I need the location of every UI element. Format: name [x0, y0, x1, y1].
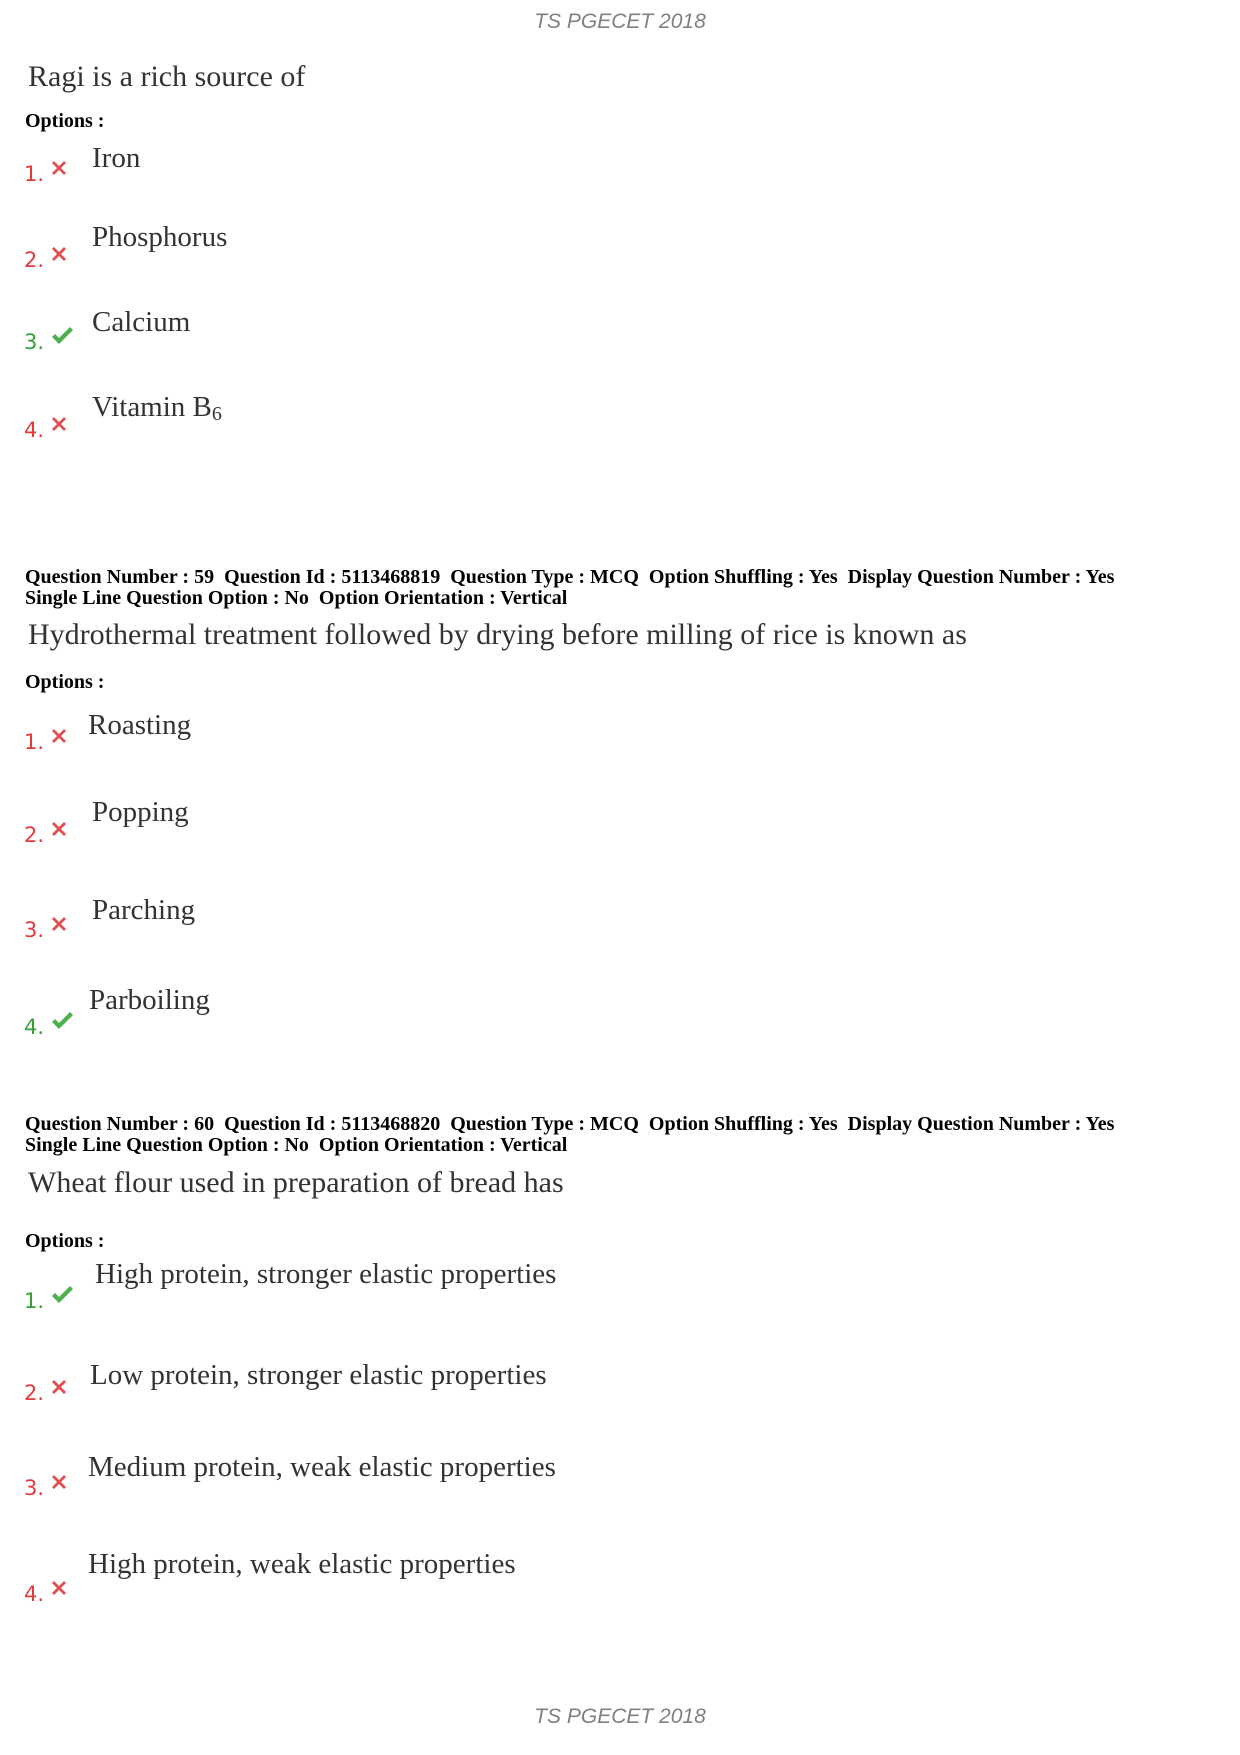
q58-option-2-text: Phosphorus — [92, 221, 228, 253]
q59-meta-line-1: Question Number : 59 Question Id : 5113468819 Question Type : MCQ Option Shuffling : Yes Display Question Number : Yes — [25, 566, 1115, 588]
q60-option-2-text: Low protein, stronger elastic properties — [90, 1359, 547, 1391]
cross-icon — [47, 412, 71, 436]
q59-option-3-text: Parching — [92, 894, 196, 926]
q58-option-2-number: 2. — [24, 248, 45, 272]
check-icon — [50, 1283, 74, 1307]
cross-icon — [47, 242, 71, 266]
q59-option-4-text: Parboiling — [89, 984, 210, 1016]
q60-option-2-number: 2. — [24, 1381, 45, 1405]
subscript-6: 6 — [211, 403, 222, 425]
q58-option-1-text: Iron — [92, 142, 141, 174]
check-icon — [50, 1009, 74, 1033]
check-icon — [50, 324, 74, 348]
q60-meta-line-1: Question Number : 60 Question Id : 5113468820 Question Type : MCQ Option Shuffling : Yes Display Question Number : Yes — [25, 1113, 1115, 1135]
question-58-text: Ragi is a rich source of — [28, 60, 306, 93]
question-60-text: Wheat flour used in preparation of bread has — [28, 1166, 564, 1199]
cross-icon — [47, 156, 71, 180]
q59-meta-line-2: Single Line Question Option : No Option Orientation : Vertical — [25, 587, 568, 609]
q60-option-4-number: 4. — [24, 1582, 45, 1606]
page-footer: TS PGECET 2018 — [534, 1705, 706, 1728]
q60-option-1-text: High protein, stronger elastic properties — [95, 1258, 557, 1290]
cross-icon — [47, 724, 71, 748]
q58-option-3-number: 3. — [24, 330, 45, 354]
q60-option-1-number: 1. — [24, 1289, 45, 1313]
q59-option-1-text: Roasting — [88, 709, 192, 741]
q60-options-label: Options : — [25, 1230, 105, 1252]
q58-options-label: Options : — [25, 110, 105, 132]
q60-meta-line-2: Single Line Question Option : No Option Orientation : Vertical — [25, 1134, 568, 1156]
q59-option-2-text: Popping — [92, 796, 189, 828]
cross-icon — [47, 1576, 71, 1600]
q58-option-1-number: 1. — [24, 162, 45, 186]
q60-option-3-text: Medium protein, weak elastic properties — [88, 1451, 556, 1483]
q60-option-4-text: High protein, weak elastic properties — [88, 1548, 516, 1580]
q58-option-4-text: Vitamin $B_6$ — [92, 391, 222, 425]
q59-option-1-number: 1. — [24, 730, 45, 754]
page-header: TS PGECET 2018 — [534, 10, 706, 33]
q58-option-3-text: Calcium — [92, 306, 191, 338]
cross-icon — [47, 1470, 71, 1494]
q59-option-2-number: 2. — [24, 823, 45, 847]
cross-icon — [47, 817, 71, 841]
q60-option-3-number: 3. — [24, 1476, 45, 1500]
question-59-text: Hydrothermal treatment followed by drying before milling of rice is known as — [28, 618, 967, 651]
cross-icon — [47, 912, 71, 936]
q59-option-4-number: 4. — [24, 1015, 45, 1039]
cross-icon — [47, 1375, 71, 1399]
q58-option-4-number: 4. — [24, 418, 45, 442]
q59-options-label: Options : — [25, 671, 105, 693]
q59-option-3-number: 3. — [24, 918, 45, 942]
